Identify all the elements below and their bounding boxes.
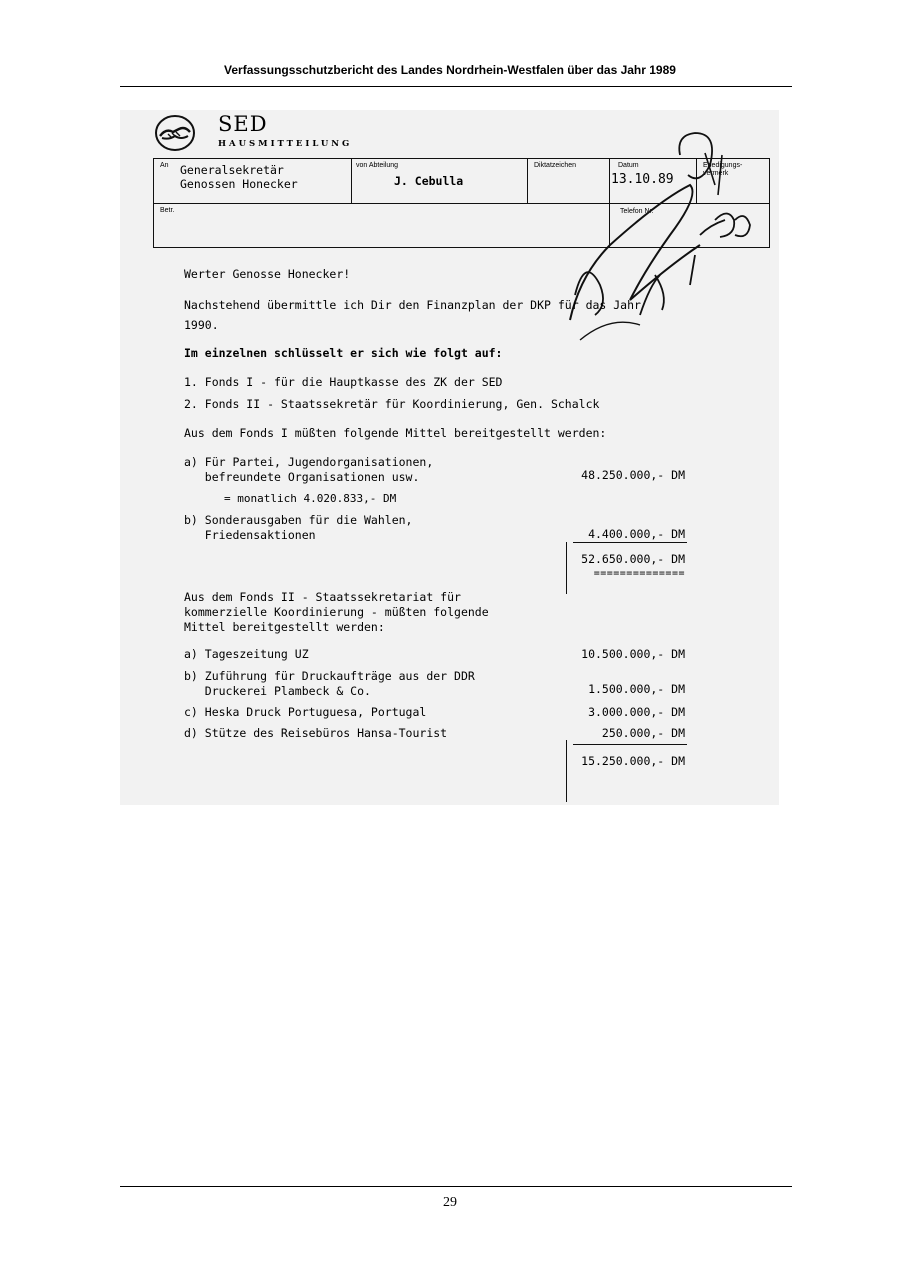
fund-1-line: 1. Fonds I - für die Hauptkasse des ZK der SED [184,375,503,389]
fund-1-sum-bracket [566,542,567,594]
fund-1-item-a-monthly: = monatlich 4.020.833,- DM [224,492,397,505]
scanned-memo [120,110,779,805]
fund-1-item-a-line-2: befreundete Organisationen usw. [184,470,420,484]
label-dictation: Diktatzeichen [534,162,577,169]
salutation: Werter Genosse Honecker! [184,267,351,281]
fund-2-item-b-amount: 1.500.000,- DM [588,682,685,696]
to-line-1: Generalsekretär [180,163,284,177]
fund-2-item-c-amount: 3.000.000,- DM [588,705,685,719]
letterhead-org: SED [218,112,268,136]
from-value: J. Cebulla [394,174,464,188]
footer-divider [120,1186,792,1187]
fund-2-item-d-amount: 250.000,- DM [601,726,685,740]
fund-2-intro-line-1: Aus dem Fonds II - Staatssekretariat für [184,590,461,604]
header-divider [120,86,792,87]
fund-2-intro-line-3: Mittel bereitgestellt werden: [184,620,385,634]
intro-line-2: 1990. [184,318,219,332]
fund-1-sum-rule [573,542,687,543]
label-subject: Betr. [160,207,175,214]
date-value: 13.10.89 [611,172,674,187]
fund-2-item-a-amount: 10.500.000,- DM [581,647,685,661]
label-done: Erledigungs-vermerk [703,162,743,177]
label-date: Datum [618,162,639,169]
breakdown-line: Im einzelnen schlüsselt er sich wie folgt auf: [184,346,503,360]
sed-handshake-logo [154,114,196,152]
fund-2-sum-rule [573,744,687,745]
label-from: von Abteilung [356,162,399,169]
fund-2-line: 2. Fonds II - Staatssekretär für Koordinierung, Gen. Schalck [184,397,600,411]
fund-2-item-b-line-2: Druckerei Plambeck & Co. [184,684,371,698]
label-to: An [160,162,169,169]
fund-1-item-b-line-1: b) Sonderausgaben für die Wahlen, [184,513,413,527]
fund-2-item-a: a) Tageszeitung UZ [184,647,309,661]
intro-line-1: Nachstehend übermittle ich Dir den Finanzplan der DKP für das Jahr [184,298,641,312]
fund-2-item-b-line-1: b) Zuführung für Druckaufträge aus der DDR [184,669,475,683]
fund-1-item-b-line-2: Friedensaktionen [184,528,316,542]
fund-1-item-b-amount: 4.400.000,- DM [588,527,685,541]
label-phone: Telefon Nr. [620,208,654,215]
to-line-2: Genossen Honecker [180,177,298,191]
fund-2-item-d: d) Stütze des Reisebüros Hansa-Tourist [184,726,448,740]
fund-1-total-underline: ============== [593,568,685,579]
page-number: 29 [443,1195,457,1210]
fund-1-total: 52.650.000,- DM [581,552,685,566]
fund-2-intro-line-2: kommerzielle Koordinierung - müßten folgende [184,605,489,619]
fund-2-total: 15.250.000,- DM [581,754,685,768]
fund-1-item-a-line-1: a) Für Partei, Jugendorganisationen, [184,455,434,469]
fund-2-sum-bracket [566,740,567,802]
letterhead-doctype: HAUSMITTEILUNG [218,139,353,149]
fund-2-item-c: c) Heska Druck Portuguesa, Portugal [184,705,427,719]
fund-1-intro: Aus dem Fonds I müßten folgende Mittel bereitgestellt werden: [184,426,607,440]
page-header: Verfassungsschutzbericht des Landes Nordrhein-Westfalen über das Jahr 1989 [224,63,676,77]
handwritten-signature [550,125,779,365]
fund-1-item-a-amount: 48.250.000,- DM [581,468,685,482]
